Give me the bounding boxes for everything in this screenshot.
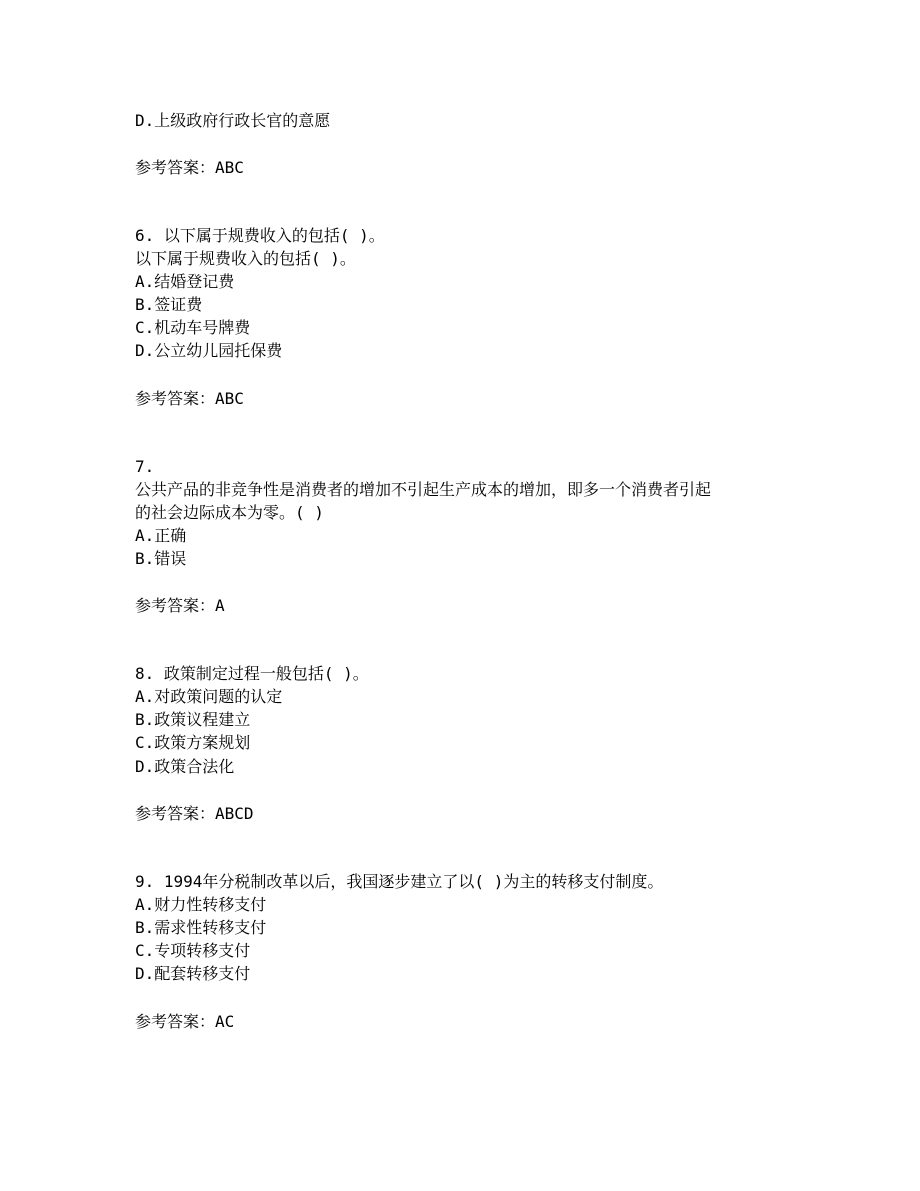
q8-option-d: D.政策合法化 [135,757,235,776]
q7-stem-line2: 的社会边际成本为零。( ) [135,503,324,522]
q6-option-d: D.公立幼儿园托保费 [135,341,283,360]
prev-answer: 参考答案：ABC [135,158,244,177]
q8-answer: 参考答案：ABCD [135,804,254,823]
q7-number: 7. [135,457,155,476]
q9-option-b: B.需求性转移支付 [135,918,267,937]
q6-option-c: C.机动车号牌费 [135,318,251,337]
q8-option-a: A.对政策问题的认定 [135,687,283,706]
q9-title: 9. 1994年分税制改革以后，我国逐步建立了以( )为主的转移支付制度。 [135,872,664,891]
q8-title: 8. 政策制定过程一般包括( )。 [135,664,369,683]
q9-answer: 参考答案：AC [135,1012,235,1031]
q9-option-a: A.财力性转移支付 [135,895,267,914]
q9-option-c: C.专项转移支付 [135,941,251,960]
q6-answer: 参考答案：ABC [135,389,244,408]
q7-answer: 参考答案：A [135,596,225,615]
q6-option-a: A.结婚登记费 [135,272,235,291]
q6-option-b: B.签证费 [135,295,203,314]
q6-title: 6. 以下属于规费收入的包括( )。 [135,226,385,245]
q7-stem-line1: 公共产品的非竞争性是消费者的增加不引起生产成本的增加，即多一个消费者引起 [135,480,712,499]
q7-option-a: A.正确 [135,526,187,545]
prev-option-d: D.上级政府行政长官的意愿 [135,111,331,130]
q9-option-d: D.配套转移支付 [135,964,251,983]
q8-option-c: C.政策方案规划 [135,733,251,752]
q8-option-b: B.政策议程建立 [135,710,251,729]
q7-option-b: B.错误 [135,549,187,568]
q6-stem: 以下属于规费收入的包括( )。 [135,249,356,268]
